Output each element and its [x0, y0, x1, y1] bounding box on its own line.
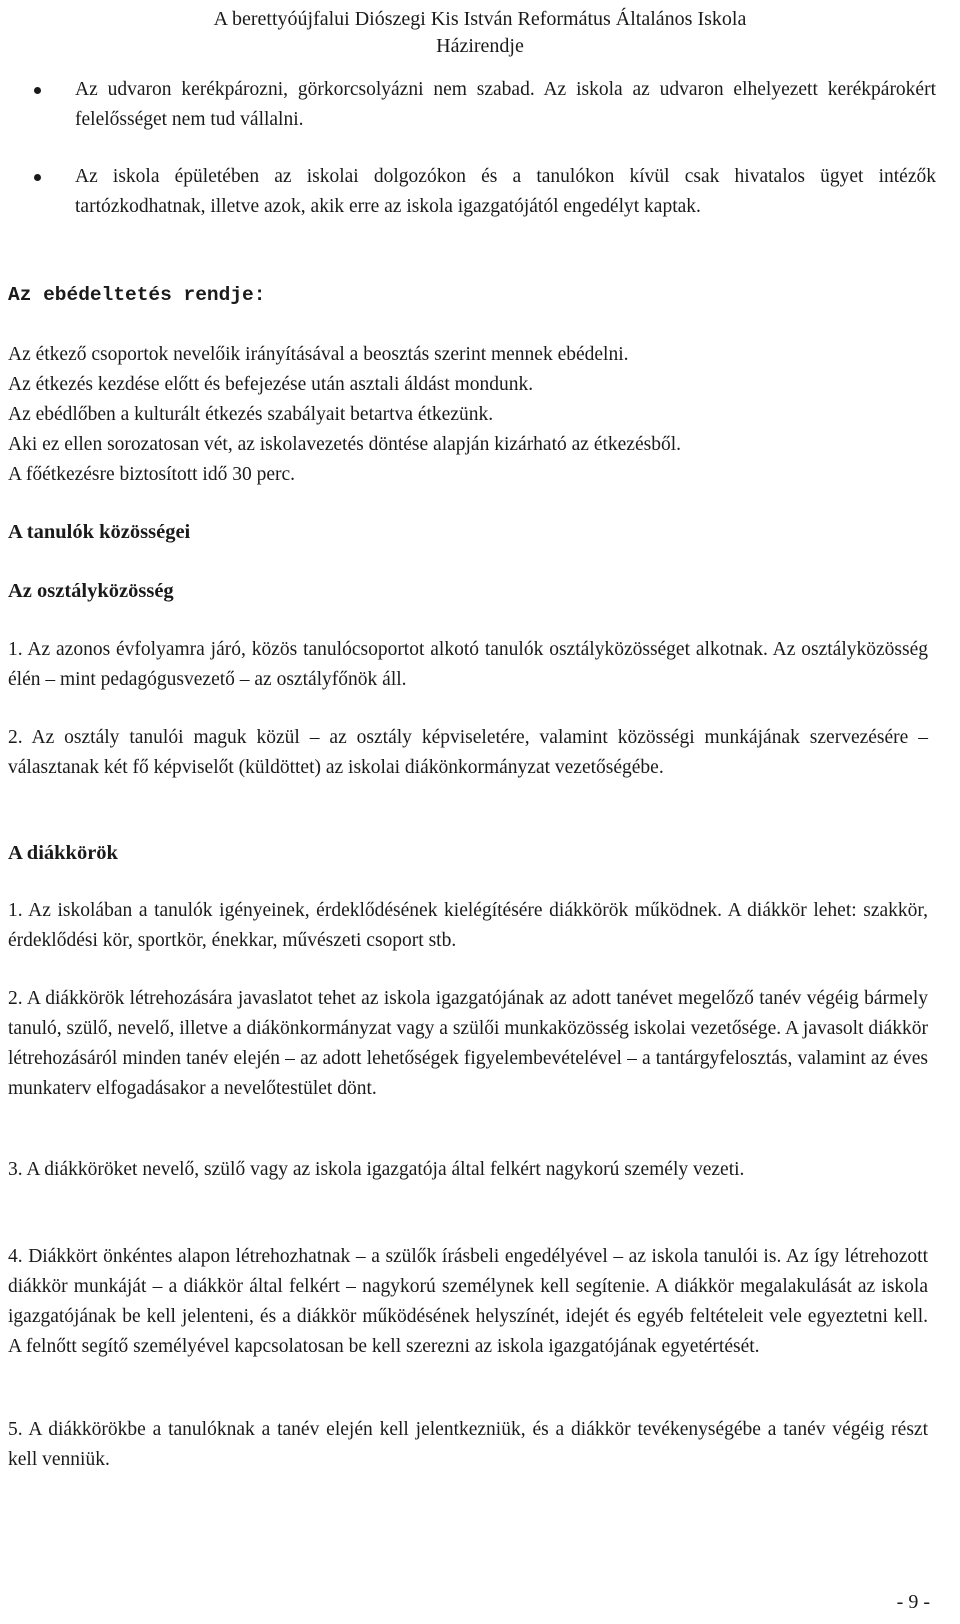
header-document-title: Házirendje	[436, 35, 524, 57]
heading-ebedeltetes: Az ebédeltetés rendje:	[8, 284, 266, 306]
heading-osztalykozosseg: Az osztályközösség	[8, 580, 174, 602]
bullet-icon	[34, 87, 41, 94]
diakkor-paragraph-1: 1. Az iskolában a tanulók igényeinek, érdeklődésének kielégítésére diákkörök működnek. A diákkör lehet: szakkör, érdeklődési kör, sportkör, énekkar, művészeti csoport stb.	[8, 900, 928, 951]
diakkor-paragraph-4: 4. Diákkört önkéntes alapon létrehozhatnak – a szülők írásbeli engedélyével – az iskola tanulói is. Az így létrehozott diákkör munkáját – a diákkör által felkért – nagykorú személynek kell segítenie. A diákkör megalakulását az iskola igazgatójának be kell jelenteni, és a diákkör működésének helyszínét, idejét és egyéb feltételeit vele egyeztetni kell. A felnőtt segítő személyével kapcsolatosan be kell szerezni az iskola igazgatójának egyetértését.	[8, 1246, 928, 1357]
heading-kozossegek: A tanulók közösségei	[8, 521, 191, 543]
header-school-name: A berettyóújfalui Diószegi Kis István Református Általános Iskola	[213, 8, 747, 30]
ebed-rules	[8, 340, 928, 490]
bullet-icon	[34, 174, 41, 181]
ebed-line: Az étkezés kezdése előtt és befejezése után asztali áldást mondunk.	[8, 374, 534, 395]
diakkor-paragraph-3: 3. A diákköröket nevelő, szülő vagy az iskola igazgatója által felkért nagykorú személy vezeti.	[8, 1159, 745, 1180]
ebed-line: A főétkezésre biztosított idő 30 perc.	[8, 464, 295, 485]
ebed-line: Az ebédlőben a kulturált étkezés szabályait betartva étkezünk.	[8, 404, 494, 425]
heading-diakkorok: A diákkörök	[8, 842, 118, 864]
ebed-line: Az étkező csoportok nevelőik irányításával a beosztás szerint mennek ebédelni.	[8, 344, 629, 365]
ebed-line: Aki ez ellen sorozatosan vét, az iskolavezetés döntése alapján kizárható az étkezésből.	[8, 434, 681, 455]
diakkor-paragraph-5: 5. A diákkörökbe a tanulóknak a tanév elején kell jelentkezniük, és a diákkör tevékenységébe a tanév végéig részt kell venniük.	[8, 1419, 928, 1470]
bullet-list	[0, 75, 960, 222]
osztaly-paragraph-2: 2. Az osztály tanulói maguk közül – az osztály képviseletére, valamint közösségi munkájának szervezésére –választanak két fő képviselőt (küldöttet) az iskolai diákönkormányzat vezetőségébe.	[8, 727, 928, 778]
bullet-item	[0, 75, 960, 135]
page-number: - 9 -	[896, 1591, 930, 1613]
bullet-text: Az iskola épületében az iskolai dolgozókon és a tanulókon kívül csak hivatalos ügyet intézők tartózkodhatnak, illetve azok, akik erre az iskola igazgatójától engedélyt kaptak.	[75, 166, 936, 217]
page-header	[0, 6, 960, 60]
bullet-text: Az udvaron kerékpározni, görkorcsolyázni nem szabad. Az iskola az udvaron elhelyezett kerékpárokért felelősséget nem tud vállalni.	[75, 79, 936, 130]
diakkor-paragraph-2: 2. A diákkörök létrehozására javaslatot tehet az iskola igazgatójának az adott tanévet megelőző tanév végéig bármely tanuló, szülő, nevelő, illetve a diákönkormányzat vagy a szülői munkaközösség iskolai vezetősége. A javasolt diákkör létrehozásáról minden tanév elején – az adott lehetőségek figyelembevételével – a tantárgyfelosztás, valamint az éves munkaterv elfogadásakor a nevelőtestület dönt.	[8, 988, 928, 1099]
bullet-item	[0, 162, 960, 222]
osztaly-paragraph-1: 1. Az azonos évfolyamra járó, közös tanulócsoportot alkotó tanulók osztályközösséget alkotnak. Az osztályközösség élén – mint pedagógusvezető – az osztályfőnök áll.	[8, 639, 928, 690]
